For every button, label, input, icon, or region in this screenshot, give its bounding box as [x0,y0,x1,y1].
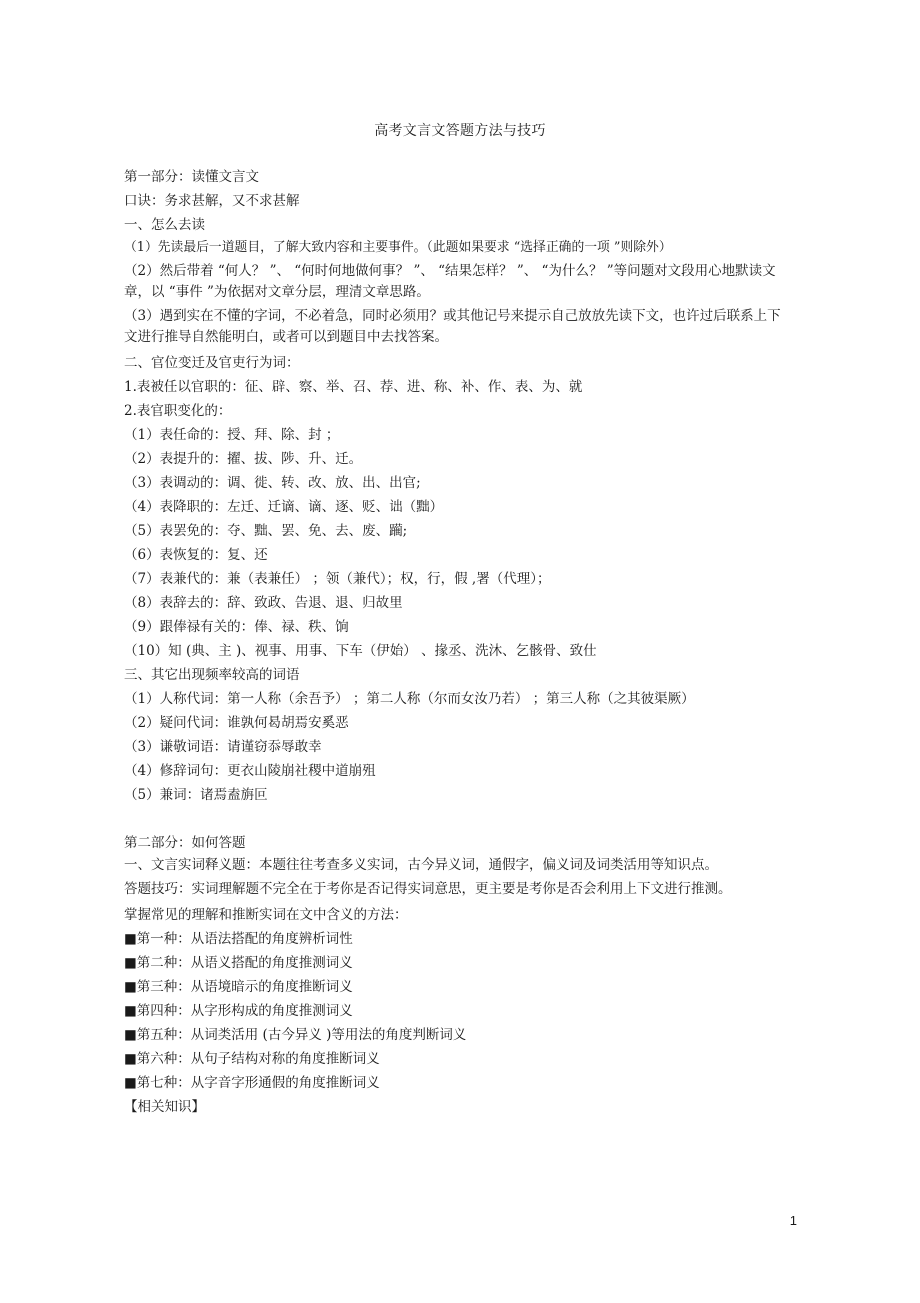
list-item: （3）表调动的：调、徙、转、改、放、出、出官; [124,475,421,491]
method-item: ■第三种：从语境暗示的角度推断词义 [124,979,353,995]
related-knowledge-heading: 【相关知识】 [124,1099,205,1115]
part2-heading: 第二部分：如何答题 [124,835,246,851]
spacer [124,807,784,831]
section2-line-1: 1.表被任以官职的：征、辟、察、举、召、荐、进、称、补、作、表、为、就 [124,379,583,395]
section2-heading: 二、官位变迁及官吏行为词： [124,355,300,371]
list-item: （5）兼词：诸焉盍旃叵 [124,787,268,803]
method-item: ■第四种：从字形构成的角度推测词义 [124,1003,353,1019]
part2-paragraph-3: 掌握常见的理解和推断实词在文中含义的方法： [124,907,408,923]
section3-heading: 三、其它出现频率较高的词语 [124,667,300,683]
section2-line-2: 2.表官职变化的： [124,403,232,419]
list-item: （4）表降职的：左迁、迁谪、谪、逐、贬、诎（黜） [124,499,444,515]
list-item: （2）表提升的：擢、拔、陟、升、迁。 [124,451,363,467]
section1-heading: 一、怎么去读 [124,217,205,233]
list-item: （6）表恢复的：复、还 [124,547,268,563]
document-body [124,165,784,1119]
list-item: （1）人称代词：第一人称（余吾予） ；第二人称（尔而女汝乃若） ；第三人称（之其彼渠厥） [124,691,695,707]
part2-paragraph-2: 答题技巧：实词理解题不完全在于考你是否记得实词意思，更主要是考你是否会利用上下文进行推测。 [124,881,732,897]
section1-paragraph-1: （1）先读最后一道题目，了解大致内容和主要事件。（此题如果要求 “选择正确的一项 ”则除外） [124,240,672,255]
section1-paragraph-2: （2）然后带着 “何人？ ”、 “何时何地做何事？ ”、 “结果怎样？ ”、 “为什么？ ”等问题对文段用心地默读文章，以 “事件 ”为依据对文章分层，理清文章思路。 [124,263,776,300]
method-item: ■第六种：从句子结构对称的角度推断词义 [124,1051,380,1067]
list-item: （7）表兼代的：兼（表兼任） ；领（兼代）；权，行，假 ,署（代理）； [124,571,551,587]
method-item: ■第二种：从语义搭配的角度推测词义 [124,955,353,971]
method-item: ■第一种：从语法搭配的角度辨析词性 [124,931,353,947]
list-item: （1）表任命的：授、拜、除、封 ； [124,427,340,443]
section1-paragraph-3: （3）遇到实在不懂的字词，不必着急，同时必须用？或其他记号来提示自己放放先读下文，也许过后联系上下文进行推导自然能明白，或者可以到题目中去找答案。 [124,308,781,345]
page-number: 1 [789,1213,797,1228]
part2-paragraph-1: 一、文言实词释义题：本题往往考查多义实词，古今异义词，通假字，偏义词及词类活用等知识点。 [124,857,718,873]
method-item: ■第五种：从词类活用 (古今异义 )等用法的角度判断词义 [124,1027,467,1043]
list-item: （10）知 (典、主 )、视事、用事、下车（伊始） 、掾丞、洗沐、乞骸骨、致仕 [124,643,597,659]
list-item: （9）跟俸禄有关的：俸、禄、秩、饷 [124,619,349,635]
list-item: （2）疑问代词：谁孰何曷胡焉安奚恶 [124,715,349,731]
list-item: （3）谦敬词语：请谨窃忝辱敢幸 [124,739,322,755]
list-item: （8）表辞去的：辞、致政、告退、退、归故里 [124,595,403,611]
list-item: （4）修辞词句：更衣山陵崩社稷中道崩殂 [124,763,376,779]
part1-heading: 第一部分：读懂文言文 [124,169,259,185]
document-title: 高考文言文答题方法与技巧 [374,123,546,139]
method-item: ■第七种：从字音字形通假的角度推断词义 [124,1075,380,1091]
motto: 口诀：务求甚解，又不求甚解 [124,193,300,209]
list-item: （5）表罢免的：夺、黜、罢、免、去、废、躏; [124,523,408,539]
